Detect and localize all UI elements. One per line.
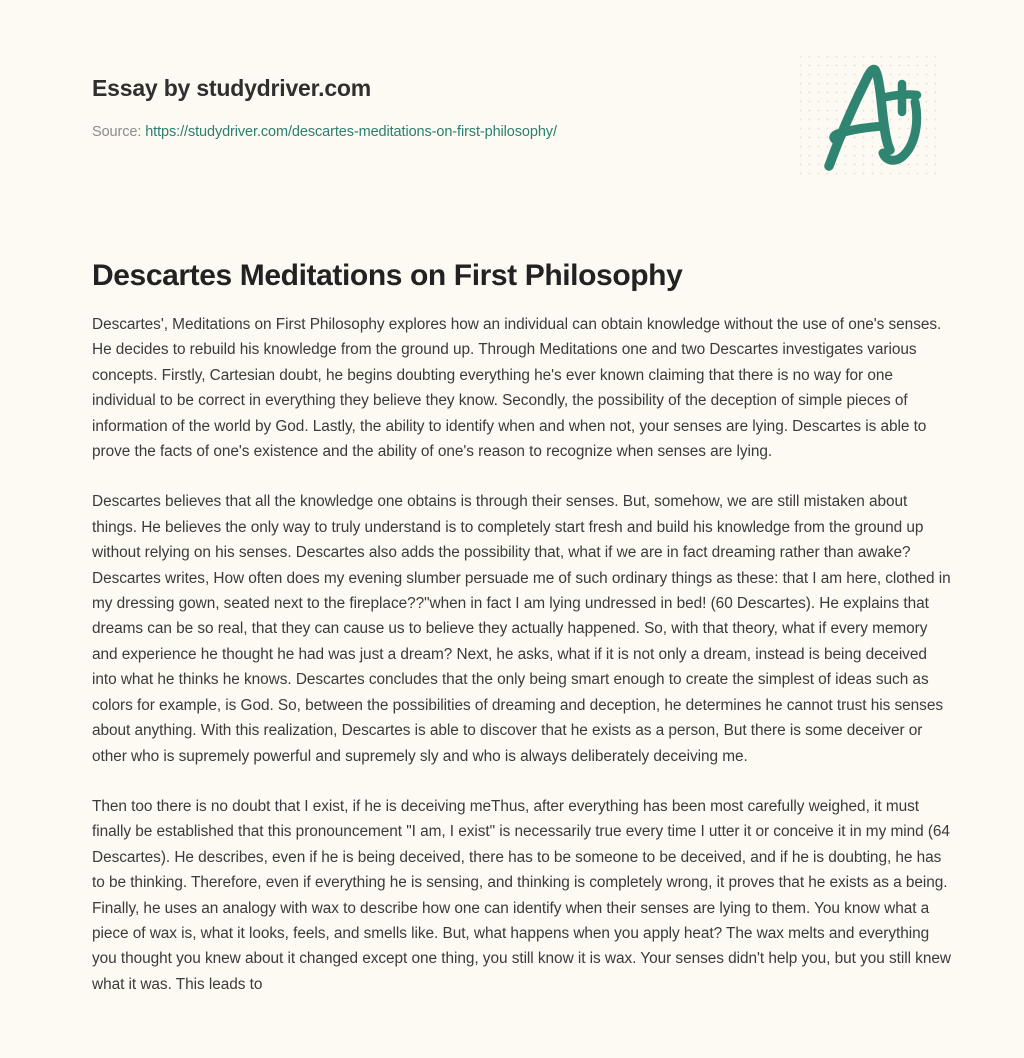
paragraph: Descartes believes that all the knowledge one obtains is through their senses. But, somehow, we are still mistaken about things. He believes the only way to truly understand is to completely start fresh and build his knowledge from the ground up without relying on his senses. Descartes also adds the possibility that, what if we are in fact dreaming rather than awake? Descartes writes, How often does my evening slumber persuade me of such ordinary things as these: that I am here, clothed in my dressing gown, seated next to the fireplace??"when in fact I am lying undressed in bed! (60 Descartes). He explains that dreams can be so real, that they can cause us to believe they actually happened. So, with that theory, what if every memory and experience he thought he had was just a dream? Next, he asks, what if it is not only a dream, instead is being deceived into what he thinks he knows. Descartes concludes that the only being smart enough to create the simplest of ideas such as colors for example, is God. So, between the possibilities of dreaming and deception, he determines he cannot trust his senses about anything. With this realization, Descartes is able to discover that he exists as a person, But there is some deceiver or other who is supremely powerful and supremely sly and who is always deliberately deceiving me. bbox=[92, 493, 951, 765]
paragraph: Descartes', Meditations on First Philosophy explores how an individual can obtain knowledge without the use of one's senses. He decides to rebuild his knowledge from the ground up. Through Meditations one and two Descartes investigates various concepts. Firstly, Cartesian doubt, he begins doubting everything he's ever known claiming that there is no way for one individual to be correct in everything they believe they know. Secondly, the possibility of the deception of simple pieces of information of the world by God. Lastly, the ability to identify when and when not, your senses are lying. Descartes is able to prove the facts of one's existence and the ability of one's reason to recognize when senses are lying. bbox=[92, 316, 942, 461]
paragraph: Then too there is no doubt that I exist, if he is deceiving meThus, after everything has been most carefully weighed, it must finally be established that this pronouncement "I am, I exist" is necessarily true every time I utter it or conceive it in my mind (64 Descartes). He describes, even if he is being deceived, there has to be someone to be deceived, and if he is doubting, he has to be thinking. Therefore, even if everything he is sensing, and thinking is completely wrong, it proves that he exists as a being. Finally, he uses an analogy with wax to describe how one can identify when their senses are lying to them. You know what a piece of wax is, what it looks, feels, and smells like. But, what happens when you apply heat? The wax melts and everything you thought you knew about it changed except one thing, you still know it is wax. Your senses didn't help you, but you still knew what it was. This leads to bbox=[92, 797, 951, 993]
essay-body bbox=[92, 312, 952, 997]
brand-logo[interactable] bbox=[796, 52, 936, 180]
source-label: Source: bbox=[92, 124, 142, 140]
byline: Essay by studydriver.com bbox=[92, 75, 372, 101]
a-plus-logo-icon bbox=[810, 54, 922, 176]
page-title: Descartes Meditations on First Philosophy bbox=[92, 259, 683, 293]
source-url-link[interactable]: https://studydriver.com/descartes-meditations-on-first-philosophy/ bbox=[145, 124, 557, 140]
page-header bbox=[0, 0, 1024, 200]
source-line bbox=[92, 124, 557, 140]
